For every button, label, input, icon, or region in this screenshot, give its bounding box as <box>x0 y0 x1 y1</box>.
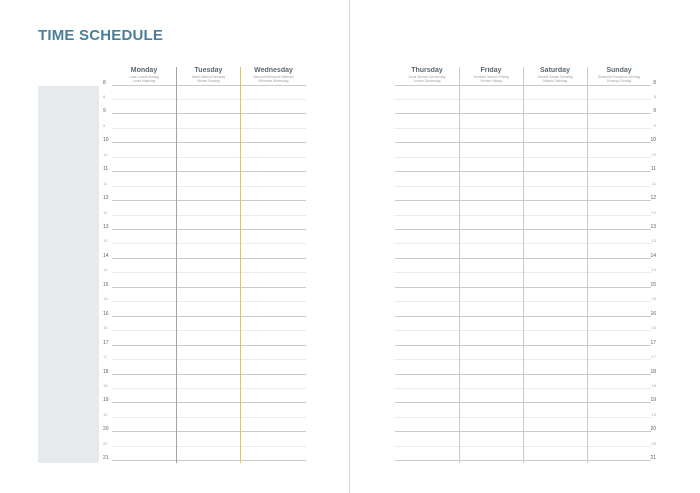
hour-label: 16 <box>650 311 656 317</box>
hour-label: 21 <box>650 455 656 461</box>
day-header <box>176 67 241 83</box>
half-hour-line <box>112 272 306 273</box>
half-hour-line <box>112 330 306 331</box>
hour-label: 11 <box>103 166 109 172</box>
half-hour-label: 18 <box>103 383 108 388</box>
day-header <box>459 67 523 83</box>
half-hour-label: 15 <box>651 296 656 301</box>
hour-line <box>112 85 306 86</box>
half-hour-label: 17 <box>651 354 656 359</box>
day-name: Wednesday <box>254 67 293 74</box>
half-hour-label: 16 <box>103 325 108 330</box>
half-hour-label: 19 <box>103 412 108 417</box>
half-hour-label: 11 <box>651 181 656 186</box>
hour-line <box>112 345 306 346</box>
hour-label: 18 <box>650 369 656 375</box>
hour-line <box>112 402 306 403</box>
half-hour-label: 8 <box>653 94 656 99</box>
day-name: Tuesday <box>194 67 223 74</box>
half-hour-label: 8 <box>103 94 106 99</box>
half-hour-line <box>112 446 306 447</box>
hour-line <box>112 229 306 230</box>
half-hour-label: 20 <box>651 441 656 446</box>
day-translations: Lunes Maandag <box>132 79 156 83</box>
hour-label: 10 <box>650 137 656 143</box>
page-title: TIME SCHEDULE <box>38 27 164 44</box>
day-header <box>112 67 176 83</box>
hour-label: 14 <box>650 253 656 259</box>
column-divider <box>240 67 241 463</box>
half-hour-line <box>112 388 306 389</box>
hour-label: 9 <box>653 108 656 114</box>
hour-line <box>112 258 306 259</box>
hour-line <box>112 200 306 201</box>
column-divider <box>587 67 588 463</box>
hour-line <box>112 287 306 288</box>
half-hour-label: 13 <box>103 238 108 243</box>
day-translations: Dimanche Domenica Sonntag <box>597 75 641 79</box>
day-translations: Domingo Zondag <box>606 79 632 83</box>
hour-label: 14 <box>103 253 109 259</box>
day-translations: Vendredi Venerdì Freitag <box>473 75 509 79</box>
half-hour-label: 10 <box>103 152 108 157</box>
half-hour-line <box>112 215 306 216</box>
column-divider <box>459 67 460 463</box>
half-hour-label: 12 <box>651 210 656 215</box>
half-hour-label: 11 <box>103 181 108 186</box>
day-translations: Lundi Lunedi Montag <box>129 75 159 79</box>
day-translations: Jueves Donderdag <box>413 79 441 83</box>
hour-line <box>112 142 306 143</box>
right-schedule-grid <box>350 0 700 493</box>
day-translations: Viernes Vrijdag <box>480 79 502 83</box>
half-hour-line <box>112 359 306 360</box>
half-hour-label: 15 <box>103 296 108 301</box>
hour-label: 12 <box>103 195 109 201</box>
half-hour-line <box>112 186 306 187</box>
day-header <box>523 67 587 83</box>
day-translations: Miércoles Woensdag <box>258 79 289 83</box>
day-name: Sunday <box>606 67 632 74</box>
day-name: Thursday <box>411 67 443 74</box>
day-name: Saturday <box>540 67 570 74</box>
hour-label: 9 <box>103 108 106 114</box>
day-translations: Mercredi Mercoledì Mittwoch <box>253 75 294 79</box>
hour-line <box>112 113 306 114</box>
hour-label: 13 <box>650 224 656 230</box>
half-hour-label: 20 <box>103 441 108 446</box>
day-translations: Mardi Martedi Dienstag <box>192 75 225 79</box>
half-hour-label: 14 <box>651 267 656 272</box>
day-translations: Samedi Sabato Samstag <box>537 75 573 79</box>
day-translations: Sábado Zaterdag <box>542 79 568 83</box>
hour-label: 15 <box>650 282 656 288</box>
hour-label: 20 <box>103 426 109 432</box>
hour-label: 20 <box>650 426 656 432</box>
half-hour-label: 18 <box>651 383 656 388</box>
hour-line <box>112 460 306 461</box>
hour-label: 21 <box>103 455 109 461</box>
left-schedule-grid <box>0 0 349 493</box>
half-hour-label: 9 <box>103 123 106 128</box>
hour-label: 15 <box>103 282 109 288</box>
right-page <box>350 0 700 493</box>
hour-label: 19 <box>103 397 109 403</box>
hour-line <box>112 171 306 172</box>
hour-label: 11 <box>650 166 656 172</box>
hour-label: 12 <box>650 195 656 201</box>
day-header <box>241 67 306 83</box>
hour-label: 8 <box>103 80 106 86</box>
day-translations: Martes Dinsdag <box>197 79 220 83</box>
day-translations: Jeudi Giovedì Donnerstag <box>408 75 446 79</box>
half-hour-label: 19 <box>651 412 656 417</box>
half-hour-line <box>112 301 306 302</box>
half-hour-label: 13 <box>651 238 656 243</box>
hour-label: 18 <box>103 369 109 375</box>
half-hour-line <box>112 417 306 418</box>
hour-line <box>112 316 306 317</box>
day-name: Friday <box>480 67 502 74</box>
column-divider <box>523 67 524 463</box>
hour-label: 19 <box>650 397 656 403</box>
hour-line <box>112 431 306 432</box>
half-hour-label: 10 <box>651 152 656 157</box>
half-hour-line <box>112 243 306 244</box>
half-hour-label: 17 <box>103 354 108 359</box>
half-hour-line <box>112 99 306 100</box>
hour-label: 13 <box>103 224 109 230</box>
hour-label: 17 <box>103 340 109 346</box>
hour-label: 17 <box>650 340 656 346</box>
half-hour-line <box>112 157 306 158</box>
column-divider <box>176 67 177 463</box>
half-hour-line <box>112 128 306 129</box>
half-hour-label: 9 <box>653 123 656 128</box>
hour-label: 10 <box>103 137 109 143</box>
day-header <box>395 67 459 83</box>
half-hour-label: 16 <box>651 325 656 330</box>
day-header <box>587 67 651 83</box>
half-hour-label: 12 <box>103 210 108 215</box>
half-hour-label: 14 <box>103 267 108 272</box>
hour-label: 16 <box>103 311 109 317</box>
hour-label: 8 <box>653 80 656 86</box>
day-name: Monday <box>130 67 158 74</box>
hour-line <box>112 374 306 375</box>
